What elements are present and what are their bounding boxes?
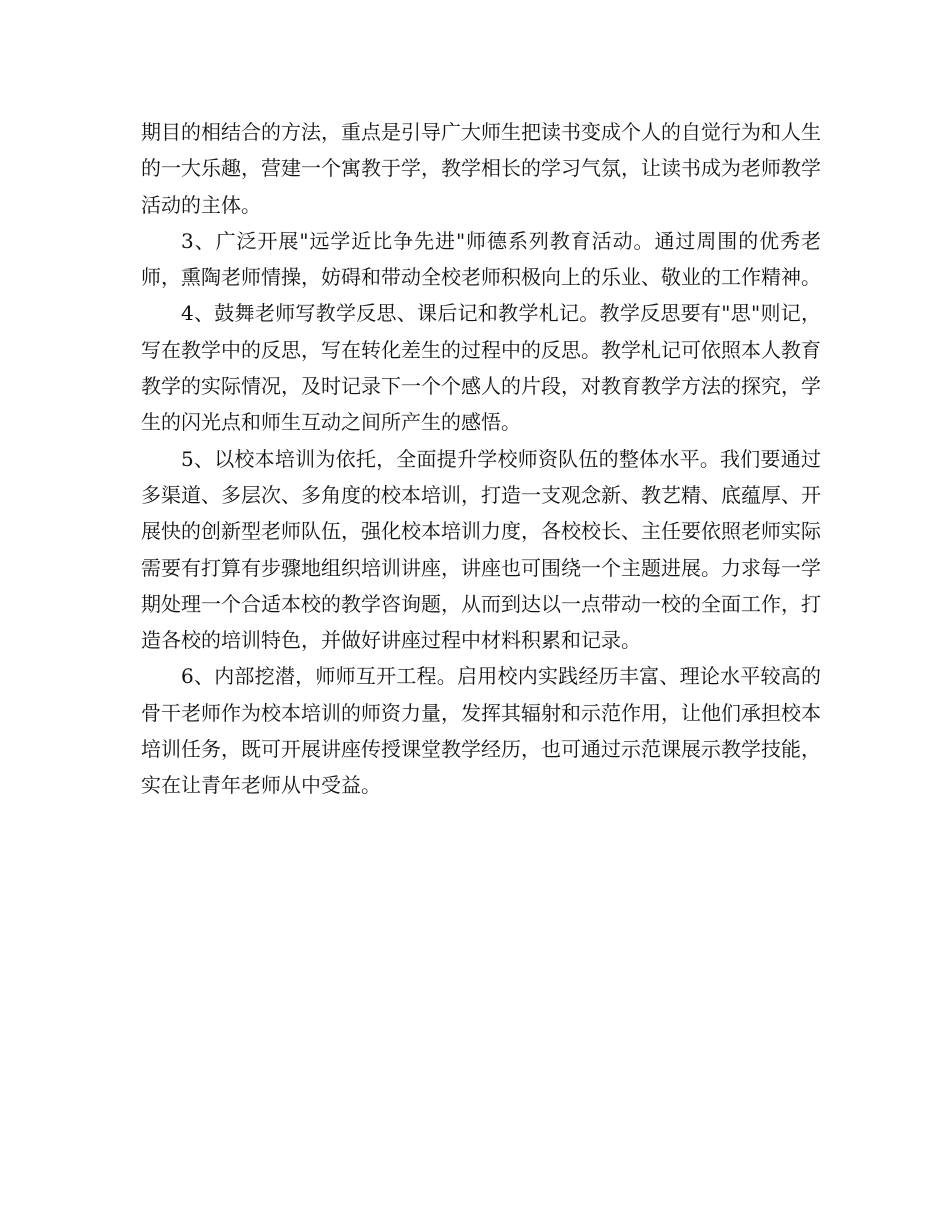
paragraph-item-6: 6、内部挖潜，师师互开工程。启用校内实践经历丰富、理论水平较高的骨干老师作为校本培训的师资力量，发挥其辐射和示范作用，让他们承担校本培训任务，既可开展讲座传授课堂教学经历，也可通过示范课展示教学技能，实在让青年老师从中受益。 [141, 664, 821, 798]
paragraph-continuation: 期目的相结合的方法，重点是引导广大师生把读书变成个人的自觉行为和人生的一大乐趣，营建一个寓教于学，教学相长的学习气氛，让读书成为老师教学活动的主体。 [141, 120, 821, 217]
document-body [141, 114, 821, 804]
paragraph-item-5: 5、以校本培训为依托，全面提升学校师资队伍的整体水平。我们要通过多渠道、多层次、多角度的校本培训，打造一支观念新、教艺精、底蕴厚、开展快的创新型老师队伍，强化校本培训力度，各校校长、主任要依照老师实际需要有打算有步骤地组织培训讲座，讲座也可围绕一个主题进展。力求每一学期处理一个合适本校的教学咨询题，从而到达以一点带动一校的全面工作，打造各校的培训特色，并做好讲座过程中材料积累和记录。 [141, 446, 821, 653]
paragraph-item-3: 3、广泛开展"远学近比争先进"师德系列教育活动。通过周围的优秀老师，熏陶老师情操，妨碍和带动全校老师积极向上的乐业、敬业的工作精神。 [141, 228, 821, 290]
paragraph-item-4: 4、鼓舞老师写教学反思、课后记和教学札记。教学反思要有"思"则记，写在教学中的反思，写在转化差生的过程中的反思。教学札记可依照本人教育教学的实际情况，及时记录下一个个感人的片段，对教育教学方法的探究，学生的闪光点和师生互动之间所产生的感悟。 [141, 301, 821, 435]
